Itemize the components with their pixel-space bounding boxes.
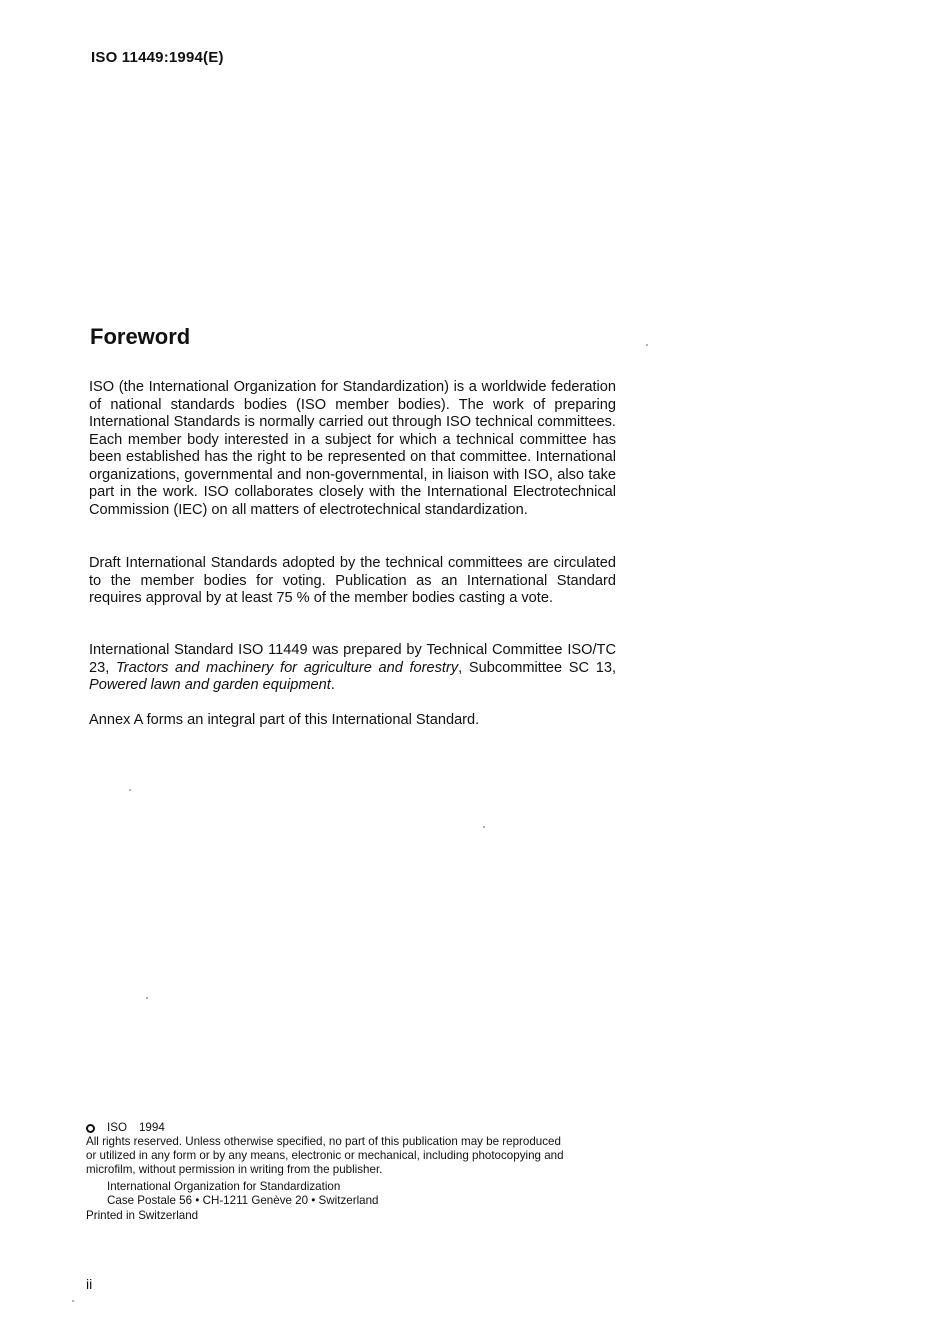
scan-speck [483, 826, 485, 828]
paragraph-3-text-2: , Subcommittee SC 13, [458, 659, 617, 676]
subcommittee-title: Powered lawn and garden equipment [89, 677, 331, 693]
rights-line-3: microfilm, without permission in writing from the publisher. [86, 1163, 383, 1176]
scan-speck [646, 344, 648, 346]
copyright-c-icon [86, 1124, 95, 1133]
printed-location: Printed in Switzerland [86, 1209, 199, 1222]
rights-line-2: or utilized in any form or by any means, electronic or mechanical, including photocopying and [86, 1149, 564, 1162]
rights-statement [86, 1135, 626, 1177]
copyright-block [86, 1121, 626, 1223]
scan-speck [129, 789, 131, 791]
foreword-paragraph-2: Draft International Standards adopted by the technical committees are circulated to the member bodies for voting. Publication as an International Standard requires approval by at least 75 % of the member bodies casting a vote. [89, 555, 616, 606]
scan-speck [72, 1300, 74, 1302]
foreword-paragraph-1: ISO (the International Organization for Standardization) is a worldwide federation of national standards bodies (ISO member bodies). The work of preparing International Standards is normally carried out through ISO technical committees. Each member body interested in a subject for which a technical committee has been established has the right to be represented on that committee. International organizations, governmental and non-governmental, in liaison with ISO, also take part in the work. ISO collaborates closely with the International Electrotechnical Commission (IEC) on all matters of electrotechnical standardization. [89, 379, 616, 518]
page-number: ii [86, 1276, 93, 1292]
scan-speck [146, 997, 148, 999]
copyright-year: 1994 [138, 1121, 165, 1134]
foreword-paragraph-4: Annex A forms an integral part of this International Standard. [89, 712, 480, 728]
rights-line-1: All rights reserved. Unless otherwise specified, no part of this publication may be reproduced [86, 1135, 561, 1148]
section-title: Foreword [90, 324, 191, 349]
organization-name: International Organization for Standardization [107, 1180, 341, 1193]
document-id: ISO 11449:1994(E) [91, 49, 224, 66]
committee-title: Tractors and machinery for agriculture and forestry [115, 659, 459, 676]
paragraph-3-text-3: . [330, 677, 335, 693]
organization-address: Case Postale 56 • CH-1211 Genève 20 • Switzerland [107, 1194, 379, 1207]
foreword-paragraph-3 [89, 642, 616, 695]
copyright-line [86, 1121, 626, 1135]
copyright-holder: ISO [107, 1121, 127, 1134]
paragraph-3-text-1: International Standard ISO 11449 was prepared by Technical Committee ISO/TC 23, [89, 642, 616, 676]
publisher-address [107, 1180, 626, 1208]
